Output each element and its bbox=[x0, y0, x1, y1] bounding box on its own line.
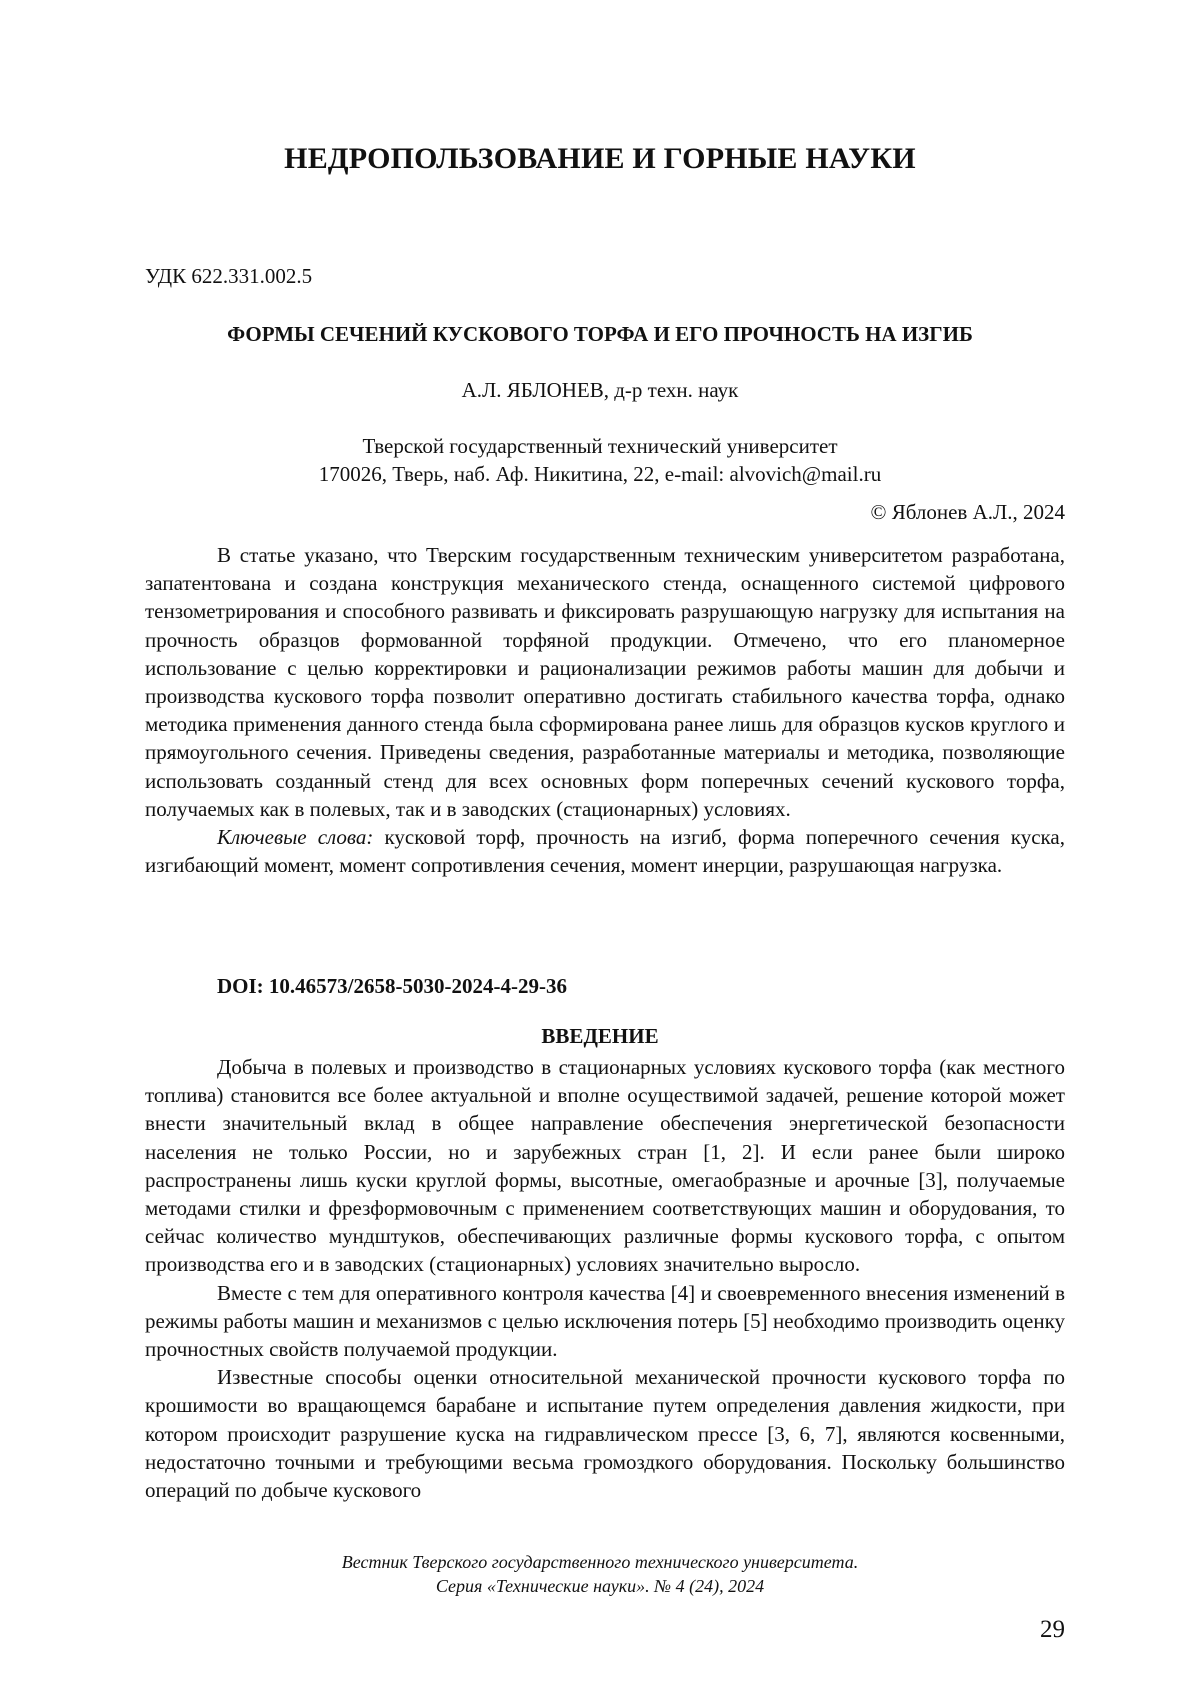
keywords-paragraph bbox=[145, 823, 1065, 879]
abstract-block bbox=[145, 541, 1065, 879]
keywords-text: кусковой торф, прочность на изгиб, форма поперечного сечения куска, изгибающий момент, момент сопротивления сечения, момент инерции, разрушающая нагрузка. bbox=[145, 825, 1065, 878]
journal-footer bbox=[0, 1550, 1200, 1598]
section-title: НЕДРОПОЛЬЗОВАНИЕ И ГОРНЫЕ НАУКИ bbox=[284, 142, 916, 175]
intro-heading: ВВЕДЕНИЕ bbox=[541, 1024, 659, 1048]
author-line: А.Л. ЯБЛОНЕВ, д-р техн. наук bbox=[461, 378, 739, 402]
udk-code: УДК 622.331.002.5 bbox=[145, 264, 313, 288]
journal-series: Серия «Технические науки». № 4 (24), 2024 bbox=[435, 1576, 765, 1596]
intro-paragraph: Вместе с тем для оперативного контроля качества [4] и своевременного внесения изменений в режимы работы машин и механизмов с целью исключения потерь [5] необходимо производить оценку прочностных свойств получаемой продукции. bbox=[145, 1280, 1065, 1362]
doi-line: DOI: 10.46573/2658-5030-2024-4-29-36 bbox=[217, 974, 567, 998]
affiliation-address: 170026, Тверь, наб. Аф. Никитина, 22, e-mail: alvovich@mail.ru bbox=[318, 462, 882, 486]
copyright-notice: © Яблонев А.Л., 2024 bbox=[870, 500, 1065, 524]
article-title: ФОРМЫ СЕЧЕНИЙ КУСКОВОГО ТОРФА И ЕГО ПРОЧНОСТЬ НА ИЗГИБ bbox=[227, 322, 973, 346]
intro-block bbox=[145, 1053, 1065, 1504]
journal-name: Вестник Тверского государственного технического университета. bbox=[341, 1552, 859, 1572]
intro-paragraph: Добыча в полевых и производство в стационарных условиях кускового торфа (как местного топлива) становится все более актуальной и вполне осуществимой задачей, решение которой может внести значительный вклад в общее направление обеспечения энергетической безопасности населения не только России, но и зарубежных стран [1, 2]. И если ранее были широко распространены лишь куски круглой формы, высотные, омегаобразные и арочные [3], получаемые методами стилки и фрезформовочным с применением соответствующих машин и оборудования, то сейчас количество мундштуков, обеспечивающих различные формы кускового торфа, с опытом производства его и в заводских (стационарных) условиях значительно выросло. bbox=[145, 1055, 1065, 1277]
affiliation bbox=[0, 432, 1200, 488]
intro-paragraph: Известные способы оценки относительной механической прочности кускового торфа по крошимости во вращающемся барабане и испытание путем определения давления жидкости, при котором происходит разрушение куска на гидравлическом прессе [3, 6, 7], являются косвенными, недостаточно точными и требующими весьма громоздкого оборудования. Поскольку большинство операций по добыче кускового bbox=[145, 1365, 1065, 1503]
keywords-label: Ключевые слова: bbox=[217, 825, 374, 850]
page-number: 29 bbox=[1040, 1616, 1065, 1643]
abstract-text: В статье указано, что Тверским государственным техническим университетом разработана, запатентована и создана конструкция механического стенда, оснащенного системой цифрового тензометрирования и способного развивать и фиксировать разрушающую нагрузку для испытания на прочность образцов формованной торфяной продукции. Отмечено, что его планомерное использование с целью корректировки и рационализации режимов работы машин для добычи и производства кускового торфа позволит оперативно достигать стабильного качества торфа, однако методика применения данного стенда была сформирована ранее лишь для образцов кусков круглого и прямоугольного сечения. Приведены сведения, разработанные материалы и методика, позволяющие использовать созданный стенд для всех основных форм поперечных сечений кускового торфа, получаемых как в полевых, так и в заводских (стационарных) условиях. bbox=[145, 543, 1065, 821]
affiliation-university: Тверской государственный технический университет bbox=[362, 434, 838, 458]
